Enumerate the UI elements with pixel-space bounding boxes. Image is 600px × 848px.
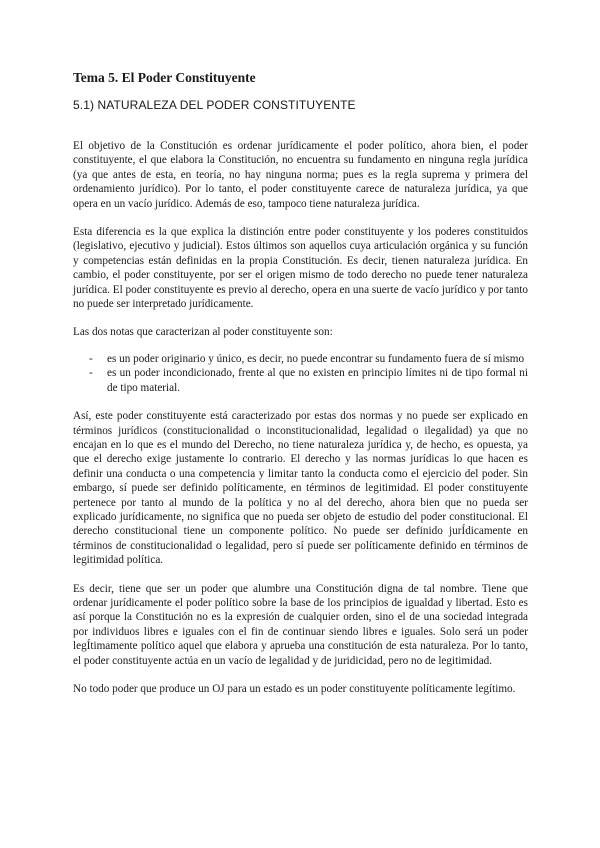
list-item	[73, 366, 528, 395]
list-item	[73, 352, 528, 366]
document-page	[73, 70, 528, 710]
list-marker: -	[89, 367, 93, 380]
paragraph-2: Esta diferencia es la que explica la distinción entre poder constituyente y los poderes constituidos (legislativo, ejecutivo y judicial). Estos últimos son aquellos cuya articulación orgánica y su función y competencias están definidas en la propia Constitución. Es decir, tienen naturaleza jurídica. En cambio, el poder constituyente, por ser el origen mismo de todo derecho no puede tener naturaleza jurídica. El poder constituyente es previo al derecho, opera en una suerte de vacío jurídico y por tanto no puede ser interpretado jurídicamente.	[73, 226, 528, 311]
paragraph-3: Así, este poder constituyente está caracterizado por estas dos normas y no puede ser explicado en términos jurídicos (constitucionalidad o inconstitucionalidad, legalidad o ilegalidad) ya que no encajan en lo que es el mundo del Derecho, no tiene naturaleza jurídica y, de hecho, es opuesta, ya que el derecho exige justamente lo contrario. El derecho y las normas jurídicas lo que hacen es definir una conducta o una competencia y limitar tanto la conducta como el ejercicio del poder. Sin embargo, sí puede ser definido políticamente, en términos de legitimidad. El poder constituyente pertenece por tanto al mundo de la política y no al del derecho, ahora bien que no pueda ser explicado jurídicamente, no significa que no pueda ser objeto de estudio del poder constitucional. El derecho constitucional tiene un componente político. No puede ser definido jurÍdicamente en términos de constitucionalidad o legalidad, pero sí puede ser políticamente definido en términos de legitimidad política.	[73, 410, 528, 567]
section-heading: 5.1) NATURALEZA DEL PODER CONSTITUYENTE	[73, 98, 356, 112]
paragraph-4: Es decir, tiene que ser un poder que alumbre una Constitución digna de tal nombre. Tiene que ordenar jurídicamente el poder político sobre la base de los principios de igualdad y libertad. Esto es así porque la Constitución no es la expresión de cualquier orden, sino el de una sociedad integrada por individuos libres e iguales con el fin de continuar siendo libres e iguales. Solo será un poder legÍtimamente político aquel que elabora y aprueba una constitución de esta naturaleza. Por lo tanto, el poder constituyente actúa en un vacío de legalidad y de juridicidad, pero no de legitimidad.	[73, 582, 528, 667]
list-item-text: es un poder originario y único, es decir, no puede encontrar su fundamento fuera de sí mismo	[107, 352, 525, 365]
list-intro: Las dos notas que caracterizan al poder constituyente son:	[73, 326, 333, 339]
document-title: Tema 5. El Poder Constituyente	[73, 70, 256, 85]
paragraph-1: El objetivo de la Constitución es ordenar jurídicamente el poder político, ahora bien, el poder constituyente, el que elabora la Constitución, no encuentra su fundamento en ninguna regla jurídica (ya que antes de esta, en teoría, no hay ninguna norma; pues es la regla suprema y primera del ordenamiento jurídico). Por lo tanto, el poder constituyente carece de naturaleza jurídica, ya que opera en un vacío jurídico. Además de eso, tampoco tiene naturaleza jurídica.	[73, 140, 528, 210]
paragraph-5: No todo poder que produce un OJ para un estado es un poder constituyente políticamente legítimo.	[73, 683, 516, 695]
list-item-text: es un poder incondicionado, frente al que no existen en principio límites ni de tipo formal ni de tipo material.	[107, 367, 528, 394]
characteristics-list	[73, 352, 528, 395]
list-marker: -	[89, 352, 93, 365]
